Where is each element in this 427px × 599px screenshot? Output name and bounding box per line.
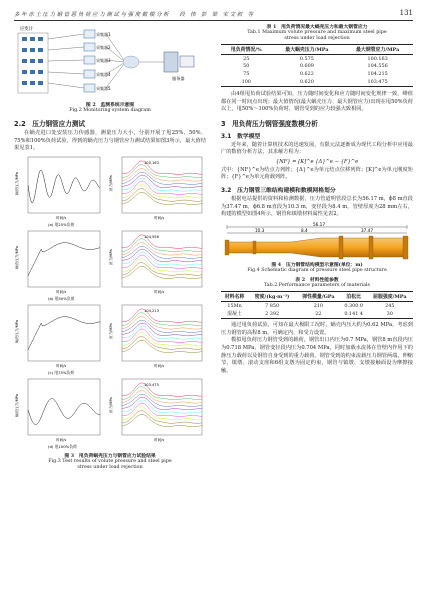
fig4-caption-cn: 图 4 压力钢管结构模型示意图(单位：m) (271, 261, 363, 268)
collector-5-label: 采集器5 (96, 86, 111, 91)
time-axis-label: 时间/s (154, 437, 165, 442)
collector-1-label: 采集器1 (96, 32, 111, 37)
pressure-series-line (28, 398, 100, 424)
section-2-2-heading: 2.2 压力钢管应力测试 (14, 120, 86, 128)
stress-gauge-line (122, 414, 202, 426)
panel-label: (d) 甩100%负荷 (48, 443, 77, 449)
fig3-charts (14, 155, 206, 453)
fig3-caption-en-2: stress under load rejection (77, 464, 143, 470)
dim-total: 56.17 (313, 221, 325, 227)
running-header (14, 9, 413, 21)
stress-gauge-line (122, 320, 202, 332)
stress-gauge-line (122, 332, 202, 345)
panel-label: (c) 甩75%负荷 (48, 369, 75, 375)
section-3-1-heading: 3.1 数学模型 (221, 133, 261, 140)
table1-caption-cn: 表 1 甩负荷情况最大蜗壳压力和最大钢管应力 (266, 24, 368, 30)
stress-gauge-line (122, 172, 202, 184)
fig2-caption-cn: 图 2 监测系统示意图 (85, 102, 135, 108)
peak-value-label: 103,475 (144, 382, 159, 387)
pipe-model (221, 222, 413, 262)
paragraph-load-case: 通过甩负荷试验，可知在最大极限工况时，蜗壳内压大约为0.62 MPa，考虑到压力钢管的高程8 m，可确定内、和受力设置。 (221, 322, 413, 336)
table2-header-cell: 材料名称 (224, 293, 245, 300)
peak-value-label: 100,163 (144, 160, 159, 165)
table-cell: 15Mn (227, 302, 242, 309)
table-row (221, 301, 413, 309)
stress-gauge-line (122, 309, 202, 323)
time-axis-label: 时间/s (56, 289, 67, 294)
fig3-caption-cn: 图 3 甩负荷蜗壳压力与钢管应力试验结果 (64, 452, 156, 459)
table-cell: 104.556 (367, 63, 388, 70)
table2-header-cell: 密度/(kg·m⁻³) (254, 293, 290, 300)
section-3-1-paragraph: 近年来，随着计算机技术的迅速发展，有限元法逐渐成为现代工程分析中应用最广的数值分析方法，其求解方程为： (221, 141, 413, 156)
stress-gauge-line (122, 246, 202, 258)
dim-reducer: 8.4 (301, 227, 308, 233)
pressure-plot-frame (28, 305, 100, 361)
table-cell: 2 392 (265, 310, 280, 317)
stress-gauge-line (122, 386, 202, 399)
stress-gauge-line (122, 184, 202, 197)
strain-gauge-label: 应变计 (20, 27, 33, 32)
stress-gauge-line (122, 383, 202, 397)
pressure-plot-frame (28, 379, 100, 435)
section-3-2-paragraph: 根据电站提供的资料和检测数据，压力管道明管段总长为56.17 m，ϕ8 m直段为37.47 m，ϕ6.8 m直段为10.3 m，变径段为8.4 m，管壁厚度为28 mm左右，构建的模型如图4所示，钢管和镇墩材料属性见表2。 (221, 196, 413, 218)
paragraph-boundary: 模拟甩负荷压力钢管受到的载荷，钢管出口内压为0.7 MPa，钢管8 m直段内压为0.718 MPa，钢管变径段内压为0.704 MPa，同时加载水流体在管壁内作用下的静压力载荷以及钢管自身受到的重力载荷。钢管受到的约束流载压力钢管两端，伸缩节、镇墩、滚动支座和6组支墩为固定约束，钢管与镇墩、支墩接触面设为摩擦接触。 (221, 337, 413, 374)
table-cell: 0.300 0 (344, 302, 363, 309)
table-2 (221, 291, 413, 319)
dim-8m: 37.47 (361, 227, 373, 233)
equation: {NF} = [K]^e {Δ}^e − {F}^e (275, 158, 359, 165)
paragraph-analysis: 由4组甩负荷试验结果可知，压力随时间变化和应力随时间变化规律一致，峰值都在同一时间点出现；最大值情况(最大蜗壳压力、最大钢管应力)出现在甩50%负荷以上，甩50%～100%负荷时，钢管受到的应力较强大致相同。 (221, 90, 413, 113)
table-cell: 30 (386, 310, 393, 317)
table-row (221, 63, 413, 71)
server-label: 服务器 (172, 76, 185, 81)
table-row (221, 78, 413, 86)
table-cell: 22 (315, 310, 322, 317)
right-column (221, 24, 413, 375)
table2-header-cell: 泊松比 (346, 293, 361, 300)
time-axis-label: 时间/s (56, 215, 67, 220)
table2-header-cell: 屈服强度/MPa (373, 293, 407, 300)
time-axis-label: 时间/s (154, 215, 165, 220)
pressure-axis-label: 蜗壳压力/MPa (15, 393, 19, 417)
table-cell: 100 (241, 79, 251, 86)
table-cell: 104.215 (367, 71, 388, 78)
pressure-series-line (28, 316, 100, 349)
time-axis-label: 时间/s (56, 437, 67, 442)
table-cell: 50 (243, 63, 250, 70)
stress-axis-label: 应力/MPa (109, 175, 113, 191)
table-cell: 0.620 (299, 79, 314, 86)
time-axis-label: 时间/s (154, 363, 165, 368)
table-cell: 103.475 (367, 79, 388, 86)
figure-2 (14, 24, 206, 102)
table-cell: 245 (385, 302, 395, 309)
stress-gauge-line (122, 266, 202, 278)
table-cell: 0.622 (299, 71, 314, 78)
stress-gauge-line (122, 192, 202, 204)
stress-axis-label: 应力/MPa (109, 249, 113, 265)
table-cell: 混凝土 (227, 311, 242, 318)
dim-6-8m: 10.3 (255, 227, 265, 233)
table2-caption-cn: 表 2 材料性能参数 (295, 276, 339, 283)
table-row (221, 54, 413, 62)
fig2-caption-en: Fig.2 Monitoring system diagram (69, 108, 151, 113)
peak-value-label: 104,556 (144, 234, 159, 239)
section-3-heading: 3 甩负荷压力钢管强度数模分析 (221, 119, 318, 128)
collector-3-label: 采集器3 (96, 58, 111, 63)
pressure-series-line (28, 242, 100, 275)
table-cell: 75 (243, 71, 250, 78)
table2-header-cell: 弹性模量/GPa (302, 293, 335, 300)
stress-gauge-line (122, 161, 202, 175)
time-axis-label: 时间/s (56, 363, 67, 368)
time-axis-label: 时间/s (154, 289, 165, 294)
fig3-caption-en-1: Fig.3 Test results of volute pressure and steel pipe (48, 458, 172, 464)
stress-gauge-line (122, 406, 202, 419)
collector-group (84, 30, 111, 92)
collector-2-label: 采集器2 (96, 45, 111, 50)
panel-label: (a) 甩25%负荷 (48, 221, 75, 227)
network-cloud-icon (123, 56, 139, 68)
pressure-axis-label: 蜗壳压力/MPa (15, 319, 19, 343)
stress-gauge-line (122, 340, 202, 352)
stress-axis-label: 应力/MPa (109, 397, 113, 413)
left-column (14, 24, 206, 471)
stress-axis-label: 应力/MPa (109, 323, 113, 339)
equation-explanation: 式中：{NF}^e为结点力列阵；{Δ}^e为单元结点位移列阵；[K]^e为单元刚度矩阵；{F}^e为单元荷载列阵。 (221, 166, 413, 181)
peak-value-label: 104,213 (144, 308, 159, 313)
table-row (221, 309, 413, 318)
strain-gauge-group (18, 25, 48, 93)
figure-4 (221, 222, 413, 262)
figure-3 (14, 155, 206, 453)
stress-gauge-line (122, 312, 202, 325)
stress-gauge-line (122, 238, 202, 251)
server-icon (164, 52, 194, 82)
running-title: 多 年 冻 土 压 力 钢 管 恶 负 荷 应 力 测 试 与 强 度 数 模 分 析 段 伟 彭 梁 宋 文 叙 等 (14, 12, 253, 18)
table1-caption-en-1: Tab.1 Maximum volute pressure and maximum steel pipe (247, 30, 387, 35)
panel-label: (b) 甩50%负荷 (48, 295, 75, 301)
table-cell: 210 (313, 302, 324, 309)
section-2-2-paragraph: 在蜗壳进口处安装压力传感器，测量压力大小，分别开展了甩25%、50%、75%和100%负荷试验，得到的蜗壳压力与钢管应力测试结果如图3所示，最大值结果见表1。 (14, 130, 206, 152)
fig4-caption-en: Fig.4 Schematic diagram of pressure steel pipe structure (247, 267, 387, 273)
table1-header-cell: 最大钢管应力/MPa (355, 46, 400, 53)
table2-caption-en: Tab.2 Performance parameters of materials (263, 282, 371, 288)
pressure-axis-label: 蜗壳压力/MPa (15, 171, 19, 195)
table-1 (221, 44, 413, 87)
pressure-series-line (28, 170, 100, 202)
pressure-plot-frame (28, 157, 100, 213)
page-number: 131 (399, 9, 413, 17)
table-cell: 25 (243, 55, 250, 62)
collector-4-label: 采集器4 (96, 72, 111, 77)
section-3-2-heading: 3.2 压力钢管三维结构建模和数模网格划分 (221, 188, 336, 195)
table-cell: 7 850 (265, 302, 280, 309)
stress-gauge-line (122, 235, 202, 249)
table1-caption-en-2: stress under load rejection (284, 36, 350, 41)
monitoring-diagram (14, 24, 206, 102)
pressure-plot-frame (28, 231, 100, 287)
stress-gauge-line (122, 258, 202, 271)
table-cell: 100.163 (367, 55, 388, 62)
table-cell: 0.609 (299, 63, 314, 70)
table1-header-cell: 甩负荷情况/% (230, 46, 262, 53)
pressure-axis-label: 蜗壳压力/MPa (15, 245, 19, 269)
table-cell: 0.575 (299, 55, 314, 62)
table-cell: 0.141 4 (344, 310, 363, 317)
table-row (221, 70, 413, 78)
table1-header-cell: 最大蜗壳压力/MPa (285, 46, 329, 53)
stress-gauge-line (122, 394, 202, 406)
stress-gauge-line (122, 164, 202, 177)
